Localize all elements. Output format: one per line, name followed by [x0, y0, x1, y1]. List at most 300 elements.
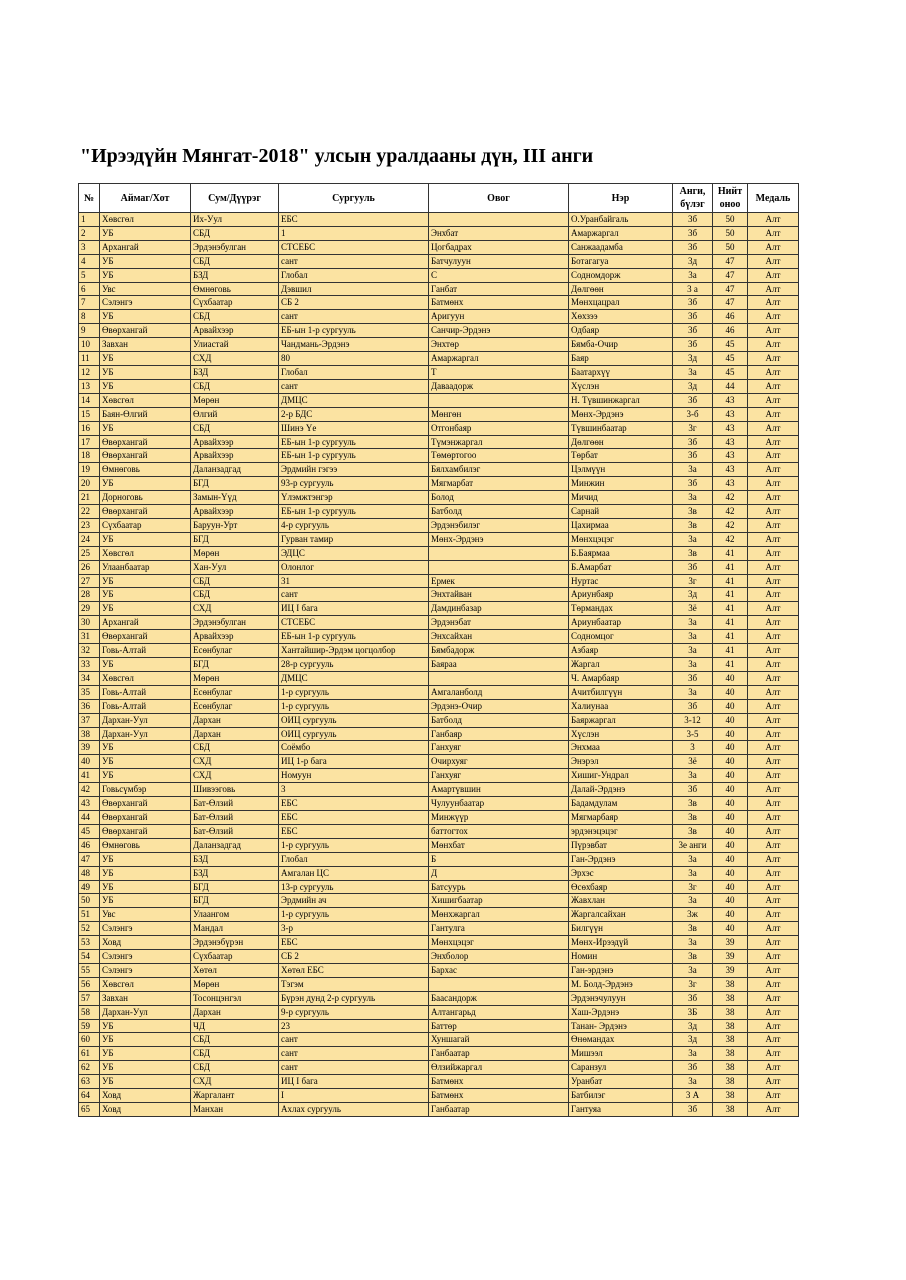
table-row — [79, 713, 799, 727]
cell-medal: Алт — [748, 630, 799, 644]
cell-district: Мөрөн — [191, 546, 279, 560]
cell-medal: Алт — [748, 518, 799, 532]
cell-school: сант — [279, 1061, 429, 1075]
table-row — [79, 574, 799, 588]
table-row — [79, 449, 799, 463]
table-row — [79, 991, 799, 1005]
cell-district: СХД — [191, 352, 279, 366]
table-row — [79, 769, 799, 783]
cell-class: 3а — [673, 1075, 713, 1089]
cell-class: 3д — [673, 1019, 713, 1033]
cell-class: 3в — [673, 810, 713, 824]
cell-class: 3а — [673, 658, 713, 672]
cell-score: 40 — [713, 713, 748, 727]
cell-district: Өлгий — [191, 407, 279, 421]
cell-class: 3б — [673, 296, 713, 310]
cell-number: 7 — [79, 296, 100, 310]
cell-district: Баруун-Урт — [191, 518, 279, 532]
cell-province: УБ — [100, 769, 191, 783]
cell-number: 33 — [79, 658, 100, 672]
cell-surname: Санчир-Эрдэнэ — [429, 324, 569, 338]
cell-class: 3Б — [673, 1005, 713, 1019]
cell-score: 40 — [713, 852, 748, 866]
cell-school: ДМЦС — [279, 393, 429, 407]
cell-number: 15 — [79, 407, 100, 421]
cell-medal: Алт — [748, 866, 799, 880]
cell-name: Төрбат — [569, 449, 673, 463]
cell-medal: Алт — [748, 310, 799, 324]
cell-name: Саранзул — [569, 1061, 673, 1075]
cell-name: Мөнхцэцэг — [569, 532, 673, 546]
cell-medal: Алт — [748, 824, 799, 838]
cell-surname — [429, 393, 569, 407]
cell-province: УБ — [100, 602, 191, 616]
cell-province: Хөвсгөл — [100, 393, 191, 407]
cell-surname: Энхтөр — [429, 338, 569, 352]
cell-class: 3а — [673, 268, 713, 282]
cell-class: 3б — [673, 324, 713, 338]
cell-school: 23 — [279, 1019, 429, 1033]
cell-surname: Бямбадорж — [429, 644, 569, 658]
cell-medal: Алт — [748, 435, 799, 449]
cell-number: 13 — [79, 379, 100, 393]
cell-surname: Алтангарьд — [429, 1005, 569, 1019]
cell-school: 1-р сургууль — [279, 908, 429, 922]
cell-number: 39 — [79, 741, 100, 755]
cell-province: УБ — [100, 852, 191, 866]
cell-score: 41 — [713, 574, 748, 588]
cell-number: 45 — [79, 824, 100, 838]
cell-number: 20 — [79, 477, 100, 491]
cell-score: 40 — [713, 824, 748, 838]
cell-school: 13-р сургууль — [279, 880, 429, 894]
cell-province: Сэлэнгэ — [100, 963, 191, 977]
cell-name: Пүрэвбат — [569, 838, 673, 852]
table-row — [79, 936, 799, 950]
cell-school: ИЦ I бага — [279, 602, 429, 616]
cell-district: Есөнбулаг — [191, 685, 279, 699]
cell-number: 42 — [79, 783, 100, 797]
cell-number: 64 — [79, 1089, 100, 1103]
cell-district: Улаангом — [191, 908, 279, 922]
cell-medal: Алт — [748, 226, 799, 240]
cell-score: 38 — [713, 1089, 748, 1103]
cell-class: 3б — [673, 435, 713, 449]
cell-province: Дархан-Уул — [100, 727, 191, 741]
cell-surname: Ермек — [429, 574, 569, 588]
cell-score: 43 — [713, 477, 748, 491]
cell-province: Архангай — [100, 616, 191, 630]
cell-school: Дэвшил — [279, 282, 429, 296]
cell-province: Говьсүмбэр — [100, 783, 191, 797]
cell-province: Дорноговь — [100, 491, 191, 505]
cell-province: Өвөрхангай — [100, 505, 191, 519]
cell-surname: Амаржаргал — [429, 352, 569, 366]
cell-medal: Алт — [748, 894, 799, 908]
table-row — [79, 365, 799, 379]
cell-surname: Хишигбаатар — [429, 894, 569, 908]
cell-class: 3б — [673, 213, 713, 227]
cell-name: Энхмаа — [569, 741, 673, 755]
cell-district: СБД — [191, 574, 279, 588]
cell-class: 3а — [673, 630, 713, 644]
cell-medal: Алт — [748, 602, 799, 616]
table-row — [79, 685, 799, 699]
cell-surname — [429, 560, 569, 574]
table-row — [79, 699, 799, 713]
table-row — [79, 546, 799, 560]
cell-score: 38 — [713, 1047, 748, 1061]
cell-district: Дархан — [191, 1005, 279, 1019]
cell-score: 38 — [713, 991, 748, 1005]
table-row — [79, 644, 799, 658]
cell-class: 3а — [673, 769, 713, 783]
cell-number: 6 — [79, 282, 100, 296]
cell-school: сант — [279, 310, 429, 324]
col-header-surname: Овог — [429, 184, 569, 213]
cell-province: УБ — [100, 1047, 191, 1061]
cell-school: СТСЕБС — [279, 240, 429, 254]
cell-medal: Алт — [748, 977, 799, 991]
cell-province: Увс — [100, 908, 191, 922]
cell-number: 62 — [79, 1061, 100, 1075]
cell-name: Мөнх-Эрдэнэ — [569, 407, 673, 421]
cell-class: 3б — [673, 699, 713, 713]
cell-medal: Алт — [748, 296, 799, 310]
cell-school: Амгалан ЦС — [279, 866, 429, 880]
cell-score: 40 — [713, 866, 748, 880]
cell-number: 30 — [79, 616, 100, 630]
cell-score: 38 — [713, 1075, 748, 1089]
cell-medal: Алт — [748, 379, 799, 393]
table-row — [79, 741, 799, 755]
table-row — [79, 588, 799, 602]
cell-class: 3г — [673, 880, 713, 894]
col-header-medal: Медаль — [748, 184, 799, 213]
cell-class: 3г — [673, 574, 713, 588]
cell-school: ЕБС — [279, 936, 429, 950]
cell-name: Мөнх-Ирээдүй — [569, 936, 673, 950]
cell-medal: Алт — [748, 365, 799, 379]
cell-surname: Мөнхбат — [429, 838, 569, 852]
cell-province: УБ — [100, 310, 191, 324]
cell-number: 48 — [79, 866, 100, 880]
cell-district: Жаргалант — [191, 1089, 279, 1103]
cell-medal: Алт — [748, 463, 799, 477]
cell-score: 40 — [713, 894, 748, 908]
cell-district: Даланзадгад — [191, 838, 279, 852]
cell-number: 60 — [79, 1033, 100, 1047]
cell-name: Цахирмаа — [569, 518, 673, 532]
cell-score: 41 — [713, 630, 748, 644]
cell-score: 40 — [713, 769, 748, 783]
cell-surname: Бялхамбилэг — [429, 463, 569, 477]
table-row — [79, 352, 799, 366]
cell-medal: Алт — [748, 852, 799, 866]
cell-surname — [429, 546, 569, 560]
table-row — [79, 602, 799, 616]
cell-school: Глобал — [279, 365, 429, 379]
cell-district: СБД — [191, 421, 279, 435]
results-body — [79, 213, 799, 1117]
cell-province: Говь-Алтай — [100, 685, 191, 699]
table-row — [79, 477, 799, 491]
cell-surname: Энхтайван — [429, 588, 569, 602]
col-header-class: Анги, бүлэг — [673, 184, 713, 213]
cell-surname — [429, 671, 569, 685]
cell-province: Сүхбаатар — [100, 518, 191, 532]
cell-medal: Алт — [748, 783, 799, 797]
cell-number: 31 — [79, 630, 100, 644]
cell-school: ЕБС — [279, 824, 429, 838]
cell-number: 36 — [79, 699, 100, 713]
col-header-score: Нийт оноо — [713, 184, 748, 213]
cell-district: Мөрөн — [191, 671, 279, 685]
cell-number: 51 — [79, 908, 100, 922]
cell-school: 3 — [279, 783, 429, 797]
cell-province: Дархан-Уул — [100, 1005, 191, 1019]
cell-number: 57 — [79, 991, 100, 1005]
cell-class: 3а — [673, 491, 713, 505]
cell-number: 17 — [79, 435, 100, 449]
cell-province: Говь-Алтай — [100, 644, 191, 658]
cell-class: 3ё — [673, 755, 713, 769]
cell-score: 46 — [713, 310, 748, 324]
cell-number: 3 — [79, 240, 100, 254]
cell-district: СБД — [191, 741, 279, 755]
cell-name: Сарнай — [569, 505, 673, 519]
col-header-school: Сургууль — [279, 184, 429, 213]
cell-district: БГД — [191, 658, 279, 672]
cell-class: 3д — [673, 352, 713, 366]
table-row — [79, 282, 799, 296]
cell-surname: Минжүүр — [429, 810, 569, 824]
cell-number: 58 — [79, 1005, 100, 1019]
cell-name: Содномдорж — [569, 268, 673, 282]
table-row — [79, 421, 799, 435]
cell-province: УБ — [100, 226, 191, 240]
cell-surname: Ганбаяр — [429, 727, 569, 741]
cell-name: Хүслэн — [569, 379, 673, 393]
cell-school: Шинэ Үе — [279, 421, 429, 435]
cell-province: Өмнөговь — [100, 838, 191, 852]
cell-class: 3а — [673, 463, 713, 477]
cell-province: УБ — [100, 880, 191, 894]
cell-province: Увс — [100, 282, 191, 296]
cell-medal: Алт — [748, 491, 799, 505]
cell-medal: Алт — [748, 713, 799, 727]
cell-school: Гурван тамир — [279, 532, 429, 546]
cell-medal: Алт — [748, 838, 799, 852]
cell-school: 4-р сургууль — [279, 518, 429, 532]
cell-surname: Ганбаатар — [429, 1103, 569, 1117]
cell-number: 54 — [79, 950, 100, 964]
table-row — [79, 908, 799, 922]
cell-score: 40 — [713, 741, 748, 755]
cell-school: ЕБ-ын 1-р сургууль — [279, 324, 429, 338]
cell-province: Хөвсгөл — [100, 977, 191, 991]
cell-province: УБ — [100, 658, 191, 672]
cell-district: Есөнбулаг — [191, 699, 279, 713]
cell-name: Хөхзээ — [569, 310, 673, 324]
table-row — [79, 658, 799, 672]
cell-class: 3б — [673, 338, 713, 352]
cell-province: Өвөрхангай — [100, 324, 191, 338]
cell-district: Шивээговь — [191, 783, 279, 797]
cell-number: 11 — [79, 352, 100, 366]
cell-number: 34 — [79, 671, 100, 685]
cell-school: СБ 2 — [279, 296, 429, 310]
cell-district: Сүхбаатар — [191, 950, 279, 964]
cell-surname: баттогтох — [429, 824, 569, 838]
cell-class: 3 а — [673, 282, 713, 296]
cell-score: 47 — [713, 296, 748, 310]
cell-surname: Батмөнх — [429, 296, 569, 310]
cell-score: 41 — [713, 658, 748, 672]
cell-medal: Алт — [748, 338, 799, 352]
table-row — [79, 1033, 799, 1047]
table-row — [79, 505, 799, 519]
table-header-row — [79, 184, 799, 213]
cell-medal: Алт — [748, 755, 799, 769]
cell-district: Эрдэнэбулган — [191, 240, 279, 254]
cell-class: 3а — [673, 852, 713, 866]
cell-number: 56 — [79, 977, 100, 991]
cell-name: Б.Амарбат — [569, 560, 673, 574]
cell-name: Эрхэс — [569, 866, 673, 880]
cell-score: 40 — [713, 922, 748, 936]
cell-score: 40 — [713, 727, 748, 741]
cell-class: 3б — [673, 240, 713, 254]
cell-school: Олонлог — [279, 560, 429, 574]
cell-surname: Чулуунбаатар — [429, 797, 569, 811]
cell-surname: Отгонбаяр — [429, 421, 569, 435]
cell-school: ИЦ I бага — [279, 1075, 429, 1089]
cell-class: 3б — [673, 477, 713, 491]
cell-province: УБ — [100, 1075, 191, 1089]
cell-name: Өсөхбаяр — [569, 880, 673, 894]
cell-district: СБД — [191, 310, 279, 324]
cell-number: 16 — [79, 421, 100, 435]
cell-score: 40 — [713, 797, 748, 811]
cell-class: 3в — [673, 797, 713, 811]
cell-district: Дархан — [191, 727, 279, 741]
cell-school: ЭДЦС — [279, 546, 429, 560]
cell-medal: Алт — [748, 505, 799, 519]
cell-province: Ховд — [100, 1103, 191, 1117]
cell-medal: Алт — [748, 810, 799, 824]
cell-surname: Б — [429, 852, 569, 866]
cell-name: Ариунбаяр — [569, 588, 673, 602]
cell-name: Баяржаргал — [569, 713, 673, 727]
cell-number: 47 — [79, 852, 100, 866]
cell-name: Хаш-Эрдэнэ — [569, 1005, 673, 1019]
cell-class: 3д — [673, 1033, 713, 1047]
cell-class: 3д — [673, 588, 713, 602]
cell-school: сант — [279, 254, 429, 268]
cell-province: Сэлэнгэ — [100, 922, 191, 936]
cell-province: УБ — [100, 741, 191, 755]
cell-medal: Алт — [748, 240, 799, 254]
cell-class: 3ё — [673, 602, 713, 616]
cell-name: Содномцог — [569, 630, 673, 644]
cell-surname: Эрдэнэбилэг — [429, 518, 569, 532]
cell-medal: Алт — [748, 671, 799, 685]
cell-district: Арвайхээр — [191, 435, 279, 449]
cell-class: 3б — [673, 1061, 713, 1075]
table-row — [79, 310, 799, 324]
cell-class: 3б — [673, 991, 713, 1005]
table-row — [79, 491, 799, 505]
col-header-province: Аймаг/Хот — [100, 184, 191, 213]
cell-class: 3-б — [673, 407, 713, 421]
cell-name: Номин — [569, 950, 673, 964]
cell-school: сант — [279, 588, 429, 602]
cell-class: 3-12 — [673, 713, 713, 727]
cell-name: Мягмарбаяр — [569, 810, 673, 824]
cell-district: Дархан — [191, 713, 279, 727]
cell-district: БЗД — [191, 268, 279, 282]
cell-medal: Алт — [748, 324, 799, 338]
cell-surname: Батболд — [429, 505, 569, 519]
cell-class: 3в — [673, 950, 713, 964]
cell-school: ЕБС — [279, 810, 429, 824]
cell-district: Мөрөн — [191, 393, 279, 407]
cell-score: 39 — [713, 936, 748, 950]
cell-class: 3а — [673, 616, 713, 630]
cell-name: Нуртас — [569, 574, 673, 588]
cell-number: 53 — [79, 936, 100, 950]
cell-surname: Эрдэнэ-Очир — [429, 699, 569, 713]
cell-score: 40 — [713, 671, 748, 685]
cell-medal: Алт — [748, 1103, 799, 1117]
cell-number: 24 — [79, 532, 100, 546]
cell-name: Минжин — [569, 477, 673, 491]
cell-score: 42 — [713, 505, 748, 519]
cell-score: 50 — [713, 240, 748, 254]
cell-surname: Мөнгөн — [429, 407, 569, 421]
cell-province: УБ — [100, 421, 191, 435]
cell-school: 93-р сургууль — [279, 477, 429, 491]
cell-school: сант — [279, 379, 429, 393]
cell-score: 40 — [713, 783, 748, 797]
cell-province: УБ — [100, 1019, 191, 1033]
cell-class: 3д — [673, 254, 713, 268]
cell-score: 40 — [713, 908, 748, 922]
cell-name: Мичид — [569, 491, 673, 505]
table-row — [79, 880, 799, 894]
cell-province: Өвөрхангай — [100, 797, 191, 811]
cell-school: ОИЦ сургууль — [279, 713, 429, 727]
table-row — [79, 755, 799, 769]
cell-score: 42 — [713, 518, 748, 532]
cell-district: СБД — [191, 1033, 279, 1047]
cell-surname: Батболд — [429, 713, 569, 727]
cell-medal: Алт — [748, 1033, 799, 1047]
cell-district: Есөнбулаг — [191, 644, 279, 658]
cell-score: 38 — [713, 1019, 748, 1033]
cell-medal: Алт — [748, 477, 799, 491]
cell-score: 38 — [713, 1103, 748, 1117]
cell-province: УБ — [100, 894, 191, 908]
cell-school: Эрдмийн гэгээ — [279, 463, 429, 477]
cell-school: Соёмбо — [279, 741, 429, 755]
cell-school: сант — [279, 1033, 429, 1047]
cell-province: Хөвсгөл — [100, 213, 191, 227]
cell-surname: Бархас — [429, 963, 569, 977]
cell-number: 18 — [79, 449, 100, 463]
table-row — [79, 435, 799, 449]
